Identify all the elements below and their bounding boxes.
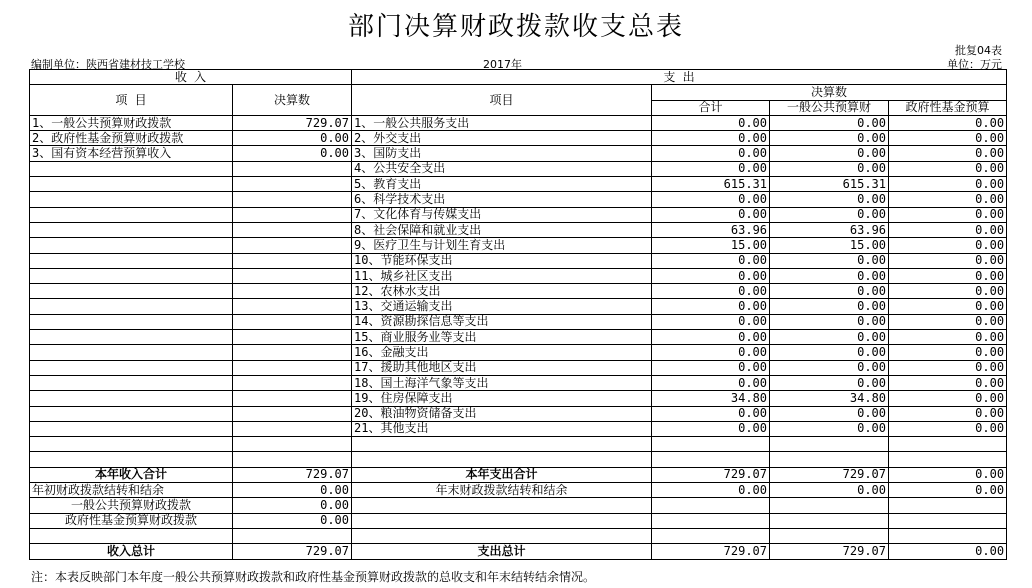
expense-item-label: 18、国土海洋气象等支出 (352, 375, 652, 390)
income-item-label (30, 238, 233, 253)
carry-out-fund: 0.00 (889, 483, 1007, 498)
expense-fund-value: 0.00 (889, 360, 1007, 375)
expense-general-value: 0.00 (770, 330, 889, 345)
expense-general-value: 15.00 (770, 238, 889, 253)
expense-general-value: 0.00 (770, 375, 889, 390)
income-item-label (30, 299, 233, 314)
carry-in-fund-label: 政府性基金预算财政拨款 (30, 513, 233, 528)
table-row (30, 192, 1007, 207)
footnote: 注：本表反映部门本年度一般公共预算财政拨款和政府性基金预算财政拨款的总收支和年末结转结余情况。 (31, 570, 596, 584)
expense-general-value: 0.00 (770, 284, 889, 299)
income-item-value (233, 421, 352, 436)
total-column-header: 合计 (652, 100, 770, 115)
table-row (30, 345, 1007, 360)
expense-fund-value: 0.00 (889, 391, 1007, 406)
expense-general-value: 0.00 (770, 299, 889, 314)
expense-item-label: 5、教育支出 (352, 177, 652, 192)
currency-unit: 单位：万元 (947, 58, 1002, 71)
table-row (30, 161, 1007, 176)
expense-item-label: 12、农林水支出 (352, 284, 652, 299)
blank-cell (652, 528, 770, 543)
income-item-value (233, 284, 352, 299)
income-item-label (30, 330, 233, 345)
expense-total-value: 0.00 (652, 284, 770, 299)
expense-fund-value: 0.00 (889, 146, 1007, 161)
carryover-fund-row (30, 513, 1007, 528)
income-item-label (30, 177, 233, 192)
income-item-value: 0.00 (233, 131, 352, 146)
expense-item-label: 20、粮油物资储备支出 (352, 406, 652, 421)
income-item-label (30, 421, 233, 436)
income-item-value (233, 268, 352, 283)
income-item-value (233, 345, 352, 360)
income-item-label (30, 375, 233, 390)
expense-item-label: 9、医疗卫生与计划生育支出 (352, 238, 652, 253)
blank-cell (352, 498, 652, 513)
expense-total-value: 0.00 (652, 345, 770, 360)
expense-total-value: 15.00 (652, 238, 770, 253)
table-row (30, 421, 1007, 436)
grand-income-value: 729.07 (233, 544, 352, 559)
expense-general-value: 0.00 (770, 345, 889, 360)
expense-general-value: 63.96 (770, 222, 889, 237)
income-item-label (30, 161, 233, 176)
carry-in-label: 年初财政拨款结转和结余 (30, 483, 233, 498)
expense-general-value: 0.00 (770, 192, 889, 207)
expense-general-value: 615.31 (770, 177, 889, 192)
expense-fund-value: 0.00 (889, 115, 1007, 130)
expense-general-value: 34.80 (770, 391, 889, 406)
expense-total-value: 34.80 (652, 391, 770, 406)
table-row (30, 268, 1007, 283)
income-item-label: 3、国有资本经营预算收入 (30, 146, 233, 161)
table-row (30, 131, 1007, 146)
income-item-value (233, 360, 352, 375)
expense-general-value: 0.00 (770, 131, 889, 146)
blank-cell (770, 452, 889, 467)
blank-cell (352, 513, 652, 528)
income-item-label (30, 406, 233, 421)
income-item-value (233, 330, 352, 345)
annual-total-row (30, 467, 1007, 482)
expense-fund-value: 0.00 (889, 268, 1007, 283)
table-row (30, 391, 1007, 406)
expense-total-value: 0.00 (652, 375, 770, 390)
grand-income-label: 收入总计 (30, 544, 233, 559)
expense-amount-header: 决算数 (652, 85, 1007, 100)
income-item-label (30, 192, 233, 207)
income-total-label: 本年收入合计 (30, 467, 233, 482)
expense-item-label: 21、其他支出 (352, 421, 652, 436)
table-row (30, 284, 1007, 299)
expense-fund-value: 0.00 (889, 207, 1007, 222)
expense-total-value: 0.00 (652, 131, 770, 146)
blank-cell (30, 437, 233, 452)
expense-fund-value: 0.00 (889, 345, 1007, 360)
expense-fund-value: 0.00 (889, 192, 1007, 207)
table-row (30, 406, 1007, 421)
income-item-value (233, 192, 352, 207)
income-item-value (233, 161, 352, 176)
expense-general-value: 0.00 (770, 406, 889, 421)
table-row (30, 177, 1007, 192)
grand-expense-value: 729.07 (652, 544, 770, 559)
expense-fund-value: 0.00 (889, 222, 1007, 237)
expense-general-value: 0.00 (770, 207, 889, 222)
expense-fund-value: 0.00 (889, 421, 1007, 436)
income-item-value (233, 406, 352, 421)
income-item-value (233, 207, 352, 222)
blank-cell (352, 437, 652, 452)
blank-cell (652, 437, 770, 452)
expense-item-header: 项目 (352, 85, 652, 116)
expense-total-fund: 0.00 (889, 467, 1007, 482)
blank-cell (770, 498, 889, 513)
budget-table (29, 69, 1007, 560)
expense-total-general: 729.07 (770, 467, 889, 482)
expense-total-label: 本年支出合计 (352, 467, 652, 482)
blank-row (30, 528, 1007, 543)
carry-in-value: 0.00 (233, 483, 352, 498)
expense-item-label: 3、国防支出 (352, 146, 652, 161)
expense-total-value: 0.00 (652, 161, 770, 176)
expense-total-value: 0.00 (652, 253, 770, 268)
expense-item-label: 10、节能环保支出 (352, 253, 652, 268)
expense-fund-value: 0.00 (889, 314, 1007, 329)
income-item-value (233, 177, 352, 192)
income-amount-header: 决算数 (233, 85, 352, 116)
table-row (30, 253, 1007, 268)
blank-cell (889, 528, 1007, 543)
expense-total-value: 0.00 (652, 406, 770, 421)
expense-fund-value: 0.00 (889, 406, 1007, 421)
table-row (30, 299, 1007, 314)
form-code: 批复04表 (955, 44, 1002, 57)
expense-fund-value: 0.00 (889, 284, 1007, 299)
income-item-label: 2、政府性基金预算财政拨款 (30, 131, 233, 146)
blank-cell (652, 498, 770, 513)
blank-cell (889, 498, 1007, 513)
report-year: 2017年 (483, 58, 522, 71)
blank-cell (30, 528, 233, 543)
income-item-header: 项 目 (30, 85, 233, 116)
section-header-row (30, 70, 1007, 85)
blank-cell (889, 452, 1007, 467)
table-row (30, 330, 1007, 345)
carryover-general-row (30, 498, 1007, 513)
income-item-value (233, 299, 352, 314)
expense-item-label: 17、援助其他地区支出 (352, 360, 652, 375)
income-item-label (30, 268, 233, 283)
blank-row (30, 452, 1007, 467)
expense-general-value: 0.00 (770, 314, 889, 329)
expense-general-value: 0.00 (770, 161, 889, 176)
table-row (30, 146, 1007, 161)
expense-general-value: 0.00 (770, 253, 889, 268)
table-row (30, 238, 1007, 253)
blank-cell (652, 452, 770, 467)
expense-total-value: 0.00 (652, 115, 770, 130)
expense-total-value: 615.31 (652, 177, 770, 192)
blank-cell (652, 513, 770, 528)
carry-in-general-label: 一般公共预算财政拨款 (30, 498, 233, 513)
budget-table-body (30, 70, 1007, 560)
expense-item-label: 4、公共安全支出 (352, 161, 652, 176)
income-item-value (233, 391, 352, 406)
income-item-value (233, 375, 352, 390)
expense-general-value: 0.00 (770, 115, 889, 130)
grand-expense-fund: 0.00 (889, 544, 1007, 559)
expense-item-label: 8、社会保障和就业支出 (352, 222, 652, 237)
expense-general-value: 0.00 (770, 268, 889, 283)
expense-fund-value: 0.00 (889, 299, 1007, 314)
expense-item-label: 13、交通运输支出 (352, 299, 652, 314)
expense-item-label: 7、文化体育与传媒支出 (352, 207, 652, 222)
expense-total-value: 0.00 (652, 360, 770, 375)
income-item-label (30, 345, 233, 360)
income-item-value (233, 222, 352, 237)
carry-out-label: 年末财政拨款结转和结余 (352, 483, 652, 498)
blank-cell (770, 528, 889, 543)
expense-total-value: 0.00 (652, 192, 770, 207)
blank-cell (352, 528, 652, 543)
general-budget-column-header: 一般公共预算财 (770, 100, 889, 115)
expense-total-sum: 729.07 (652, 467, 770, 482)
expense-item-label: 6、科学技术支出 (352, 192, 652, 207)
income-item-value (233, 253, 352, 268)
blank-cell (889, 437, 1007, 452)
expense-item-label: 2、外交支出 (352, 131, 652, 146)
table-row (30, 375, 1007, 390)
blank-cell (233, 437, 352, 452)
income-item-label (30, 253, 233, 268)
blank-cell (352, 452, 652, 467)
expense-fund-value: 0.00 (889, 253, 1007, 268)
income-section-header: 收 入 (30, 70, 352, 85)
expense-total-value: 0.00 (652, 207, 770, 222)
compiling-unit: 编制单位：陕西省建材技工学校 (31, 58, 185, 71)
expense-item-label: 1、一般公共服务支出 (352, 115, 652, 130)
expense-fund-value: 0.00 (889, 177, 1007, 192)
income-item-value (233, 314, 352, 329)
income-item-label: 1、一般公共预算财政拨款 (30, 115, 233, 130)
table-row (30, 314, 1007, 329)
income-item-label (30, 207, 233, 222)
table-row (30, 115, 1007, 130)
income-item-label (30, 360, 233, 375)
blank-cell (233, 452, 352, 467)
expense-general-value: 0.00 (770, 421, 889, 436)
carry-out-value: 0.00 (652, 483, 770, 498)
expense-fund-value: 0.00 (889, 330, 1007, 345)
expense-fund-value: 0.00 (889, 375, 1007, 390)
blank-cell (233, 528, 352, 543)
income-item-label (30, 222, 233, 237)
expense-item-label: 19、住房保障支出 (352, 391, 652, 406)
fund-budget-column-header: 政府性基金预算 (889, 100, 1007, 115)
expense-total-value: 63.96 (652, 222, 770, 237)
table-row (30, 207, 1007, 222)
carry-in-fund-value: 0.00 (233, 513, 352, 528)
income-item-value (233, 238, 352, 253)
column-header-row (30, 85, 1007, 100)
grand-expense-general: 729.07 (770, 544, 889, 559)
carry-out-general: 0.00 (770, 483, 889, 498)
blank-row (30, 437, 1007, 452)
income-total-value: 729.07 (233, 467, 352, 482)
blank-cell (770, 513, 889, 528)
blank-cell (889, 513, 1007, 528)
blank-cell (770, 437, 889, 452)
expense-total-value: 0.00 (652, 421, 770, 436)
income-item-label (30, 284, 233, 299)
income-item-label (30, 391, 233, 406)
expense-total-value: 0.00 (652, 299, 770, 314)
expense-fund-value: 0.00 (889, 161, 1007, 176)
expense-general-value: 0.00 (770, 146, 889, 161)
expense-total-value: 0.00 (652, 330, 770, 345)
expense-fund-value: 0.00 (889, 238, 1007, 253)
grand-expense-label: 支出总计 (352, 544, 652, 559)
expense-general-value: 0.00 (770, 360, 889, 375)
expense-total-value: 0.00 (652, 268, 770, 283)
expense-fund-value: 0.00 (889, 131, 1007, 146)
table-row (30, 360, 1007, 375)
table-row (30, 222, 1007, 237)
grand-total-row (30, 544, 1007, 559)
carry-in-general-value: 0.00 (233, 498, 352, 513)
income-item-value: 729.07 (233, 115, 352, 130)
carryover-row (30, 483, 1007, 498)
income-item-value: 0.00 (233, 146, 352, 161)
expense-total-value: 0.00 (652, 146, 770, 161)
expense-total-value: 0.00 (652, 314, 770, 329)
expense-item-label: 14、资源勘探信息等支出 (352, 314, 652, 329)
expense-item-label: 11、城乡社区支出 (352, 268, 652, 283)
expense-item-label: 15、商业服务业等支出 (352, 330, 652, 345)
income-item-label (30, 314, 233, 329)
blank-cell (30, 452, 233, 467)
expense-section-header: 支 出 (352, 70, 1007, 85)
page-title: 部门决算财政拨款收支总表 (347, 12, 684, 42)
expense-item-label: 16、金融支出 (352, 345, 652, 360)
